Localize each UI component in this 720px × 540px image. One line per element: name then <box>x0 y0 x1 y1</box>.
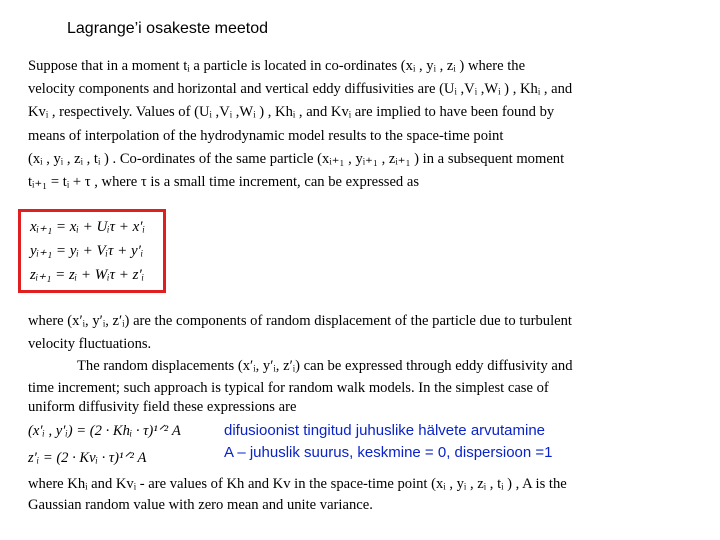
paragraph-line: (xᵢ , yᵢ , zᵢ , tᵢ ) . Co-ordinates of the same particle (xᵢ₊₁ , yᵢ₊₁ , zᵢ₊₁ ) in a subsequent moment <box>28 151 565 167</box>
paragraph-line: Suppose that in a moment tᵢ a particle is located in co-ordinates (xᵢ , yᵢ , zᵢ ) where the <box>28 58 526 74</box>
paragraph-line: velocity components and horizontal and vertical eddy diffusivities are (Uᵢ ,Vᵢ ,Wᵢ ) , Khᵢ , and <box>28 81 573 97</box>
paragraph-line: time increment; such approach is typical for random walk models. In the simplest case of <box>28 380 549 396</box>
paragraph-line: Gaussian random value with zero mean and unite variance. <box>28 497 373 513</box>
paragraph-line: means of interpolation of the hydrodynamic model results to the space-time point <box>28 128 504 144</box>
paragraph-line: velocity fluctuations. <box>28 336 152 352</box>
equation-y: yᵢ₊₁ = yᵢ + Vᵢτ + y′ᵢ <box>30 243 144 259</box>
paragraph-line: tᵢ₊₁ = tᵢ + τ , where τ is a small time increment, can be expressed as <box>28 174 420 190</box>
formula-z: z′ᵢ = (2 · Kvᵢ · τ)¹ᐟ² A <box>28 450 147 466</box>
annotation-note: A – juhuslik suurus, keskmine = 0, dispersioon =1 <box>224 444 553 461</box>
annotation-note: difusioonist tingitud juhuslike hälvete arvutamine <box>224 422 546 439</box>
paragraph-line: The random displacements (x′ᵢ, y′ᵢ, z′ᵢ) can be expressed through eddy diffusivity and <box>77 358 573 374</box>
paragraph-line: Kvᵢ , respectively. Values of (Uᵢ ,Vᵢ ,Wᵢ ) , Khᵢ , and Kvᵢ are implied to have been found by <box>28 104 555 120</box>
paragraph-line: uniform diffusivity field these expressions are <box>28 399 297 415</box>
equation-x: xᵢ₊₁ = xᵢ + Uᵢτ + x′ᵢ <box>30 219 145 235</box>
slide-title: Lagrange’i osakeste meetod <box>67 20 269 37</box>
formula-xy: (x′ᵢ , y′ᵢ) = (2 · Khᵢ · τ)¹ᐟ² A <box>28 423 181 439</box>
paragraph-line: where (x′ᵢ, y′ᵢ, z′ᵢ) are the components of random displacement of the particle due to turbulent <box>28 313 572 329</box>
equation-z: zᵢ₊₁ = zᵢ + Wᵢτ + z′ᵢ <box>30 267 145 283</box>
paragraph-line: where Khᵢ and Kvᵢ - are values of Kh and Kv in the space-time point (xᵢ , yᵢ , zᵢ , tᵢ ) , A is the <box>28 476 567 492</box>
